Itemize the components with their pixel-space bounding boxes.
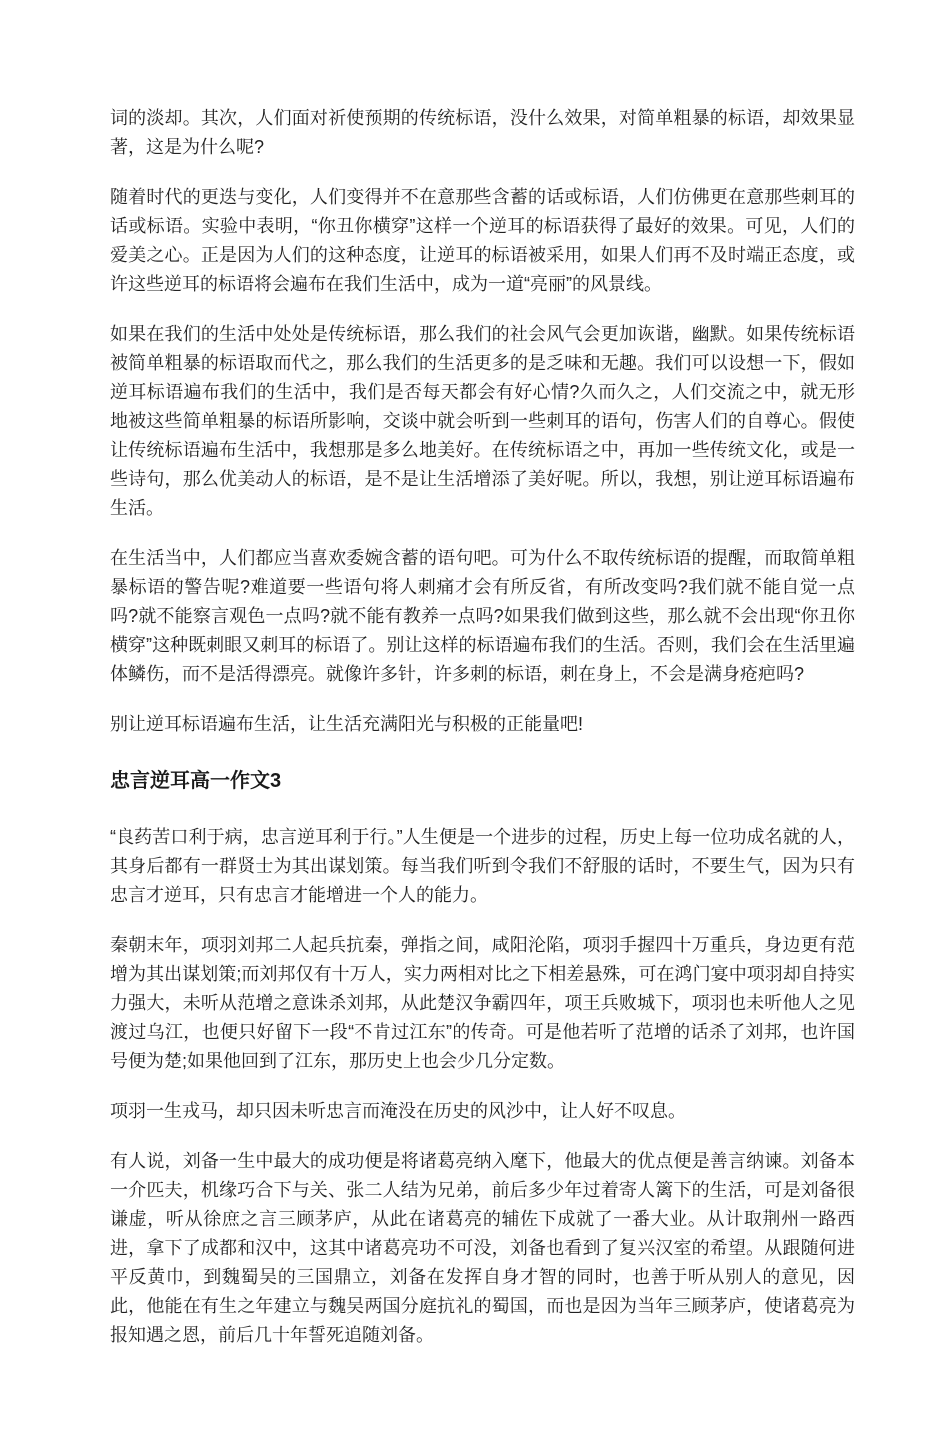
paragraph: “良药苦口利于病，忠言逆耳利于行。”人生便是一个进步的过程，历史上每一位功成名就的人，其身后都有一群贤士为其出谋划策。每当我们听到令我们不舒服的话时，不要生气，因为只有忠言才逆耳，只有忠言才能增进一个人的能力。 (110, 827, 855, 905)
paragraph: 秦朝末年，项羽刘邦二人起兵抗秦，弹指之间，咸阳沦陷，项羽手握四十万重兵，身边更有范增为其出谋划策;而刘邦仅有十万人，实力两相对比之下相差悬殊，可在鸿门宴中项羽却自持实力强大，未听从范增之意诛杀刘邦，从此楚汉争霸四年，项王兵败城下，项羽也未听他人之见渡过乌江，也便只好留下一段“不肯过江东”的传奇。可是他若听了范增的话杀了刘邦，也许国号便为楚;如果他回到了江东，那历史上也会少几分定数。 (110, 935, 855, 1071)
paragraph: 如果在我们的生活中处处是传统标语，那么我们的社会风气会更加诙谐，幽默。如果传统标语被简单粗暴的标语取而代之，那么我们的生活更多的是乏味和无趣。我们可以设想一下，假如逆耳标语遍布我们的生活中，我们是否每天都会有好心情?久而久之，人们交流之中，就无形地被这些简单粗暴的标语所影响，交谈中就会听到一些刺耳的语句，伤害人们的自尊心。假使让传统标语遍布生活中，我想那是多么地美好。在传统标语之中，再加一些传统文化，或是一些诗句，那么优美动人的标语，是不是让生活增添了美好呢。所以，我想，别让逆耳标语遍布生活。 (110, 324, 855, 518)
paragraph: 有人说，刘备一生中最大的成功便是将诸葛亮纳入麾下，他最大的优点便是善言纳谏。刘备本一介匹夫，机缘巧合下与关、张二人结为兄弟，前后多少年过着寄人篱下的生活，可是刘备很谦虚，听从徐庶之言三顾茅庐，从此在诸葛亮的辅佐下成就了一番大业。从计取荆州一路西进，拿下了成都和汉中，这其中诸葛亮功不可没，刘备也看到了复兴汉室的希望。从跟随何进平反黄巾，到魏蜀吴的三国鼎立，刘备在发挥自身才智的同时，也善于听从别人的意见，因此，他能在有生之年建立与魏吴两国分庭抗礼的蜀国，而也是因为当年三顾茅庐，使诸葛亮为报知遇之恩，前后几十年誓死追随刘备。 (110, 1151, 855, 1345)
paragraph-continuation: 词的淡却。其次，人们面对祈使预期的传统标语，没什么效果，对简单粗暴的标语，却效果显著，这是为什么呢? (110, 108, 855, 157)
section-heading: 忠言逆耳高一作文3 (110, 770, 282, 792)
paragraph: 别让逆耳标语遍布生活，让生活充满阳光与积极的正能量吧! (110, 714, 583, 734)
paragraph: 项羽一生戎马，却只因未听忠言而淹没在历史的风沙中，让人好不叹息。 (110, 1101, 686, 1121)
essay-content (110, 104, 855, 1350)
paragraph: 在生活当中，人们都应当喜欢委婉含蓄的语句吧。可为什么不取传统标语的提醒，而取简单粗暴标语的警告呢?难道要一些语句将人刺痛才会有所反省，有所改变吗?我们就不能自觉一点吗?就不能察言观色一点吗?就不能有教养一点吗?如果我们做到这些，那么就不会出现“你丑你横穿”这种既刺眼又刺耳的标语了。别让这样的标语遍布我们的生活。否则，我们会在生活里遍体鳞伤，而不是活得漂亮。就像许多针，许多刺的标语，刺在身上，不会是满身疮疤吗? (110, 548, 855, 684)
paragraph: 随着时代的更迭与变化，人们变得并不在意那些含蓄的话或标语，人们仿佛更在意那些刺耳的话或标语。实验中表明，“你丑你横穿”这样一个逆耳的标语获得了最好的效果。可见，人们的爱美之心。正是因为人们的这种态度，让逆耳的标语被采用，如果人们再不及时端正态度，或许这些逆耳的标语将会遍布在我们生活中，成为一道“亮丽”的风景线。 (110, 187, 855, 294)
